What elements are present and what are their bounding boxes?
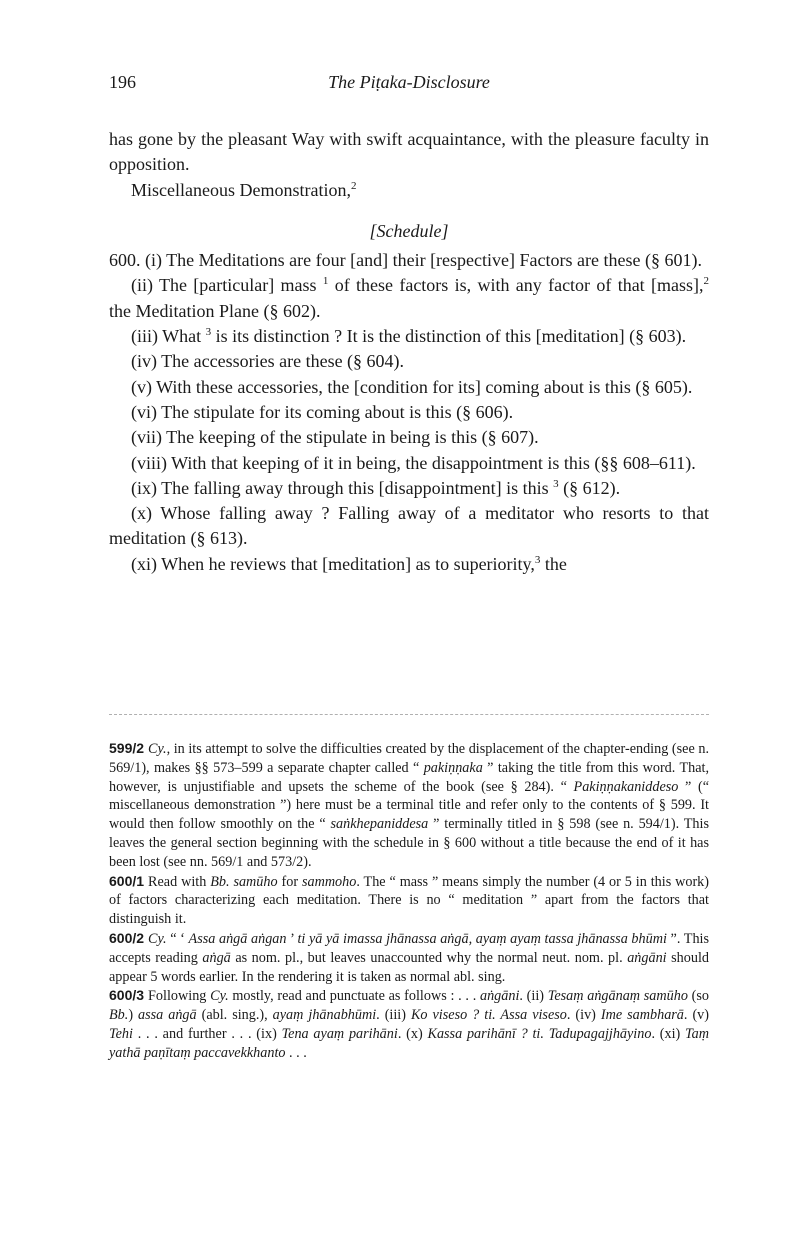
footnote [109, 872, 709, 929]
text: the [540, 553, 567, 574]
italic-text: Ko viseso ? ti. Assa viseso [410, 1007, 567, 1024]
schedule-item-600-xi [109, 552, 709, 577]
continuation-paragraph: has gone by the pleasant Way with swift acquaintance, with the pleasure faculty in opposition. [109, 129, 709, 175]
italic-text: Cy. [210, 988, 229, 1005]
text: (§ 612). [558, 477, 621, 498]
text: ’ [286, 930, 298, 947]
italic-text: aṅgā [202, 949, 231, 966]
schedule-item-600-ii [109, 273, 709, 324]
text: . (v) [683, 1007, 709, 1024]
text: (vii) The keeping of the stipulate in being is this (§ 607). [131, 427, 539, 448]
italic-text: pakiṇṇaka [423, 759, 483, 776]
text: (ii) The [particular] mass [131, 275, 323, 296]
italic-text: Tena ayaṃ parihāni [281, 1025, 398, 1042]
text: (x) Whose falling away ? Falling away of a meditator who resorts to that meditation (§ 613). [109, 503, 709, 549]
italic-text: Tesaṃ aṅgānaṃ samūho [547, 988, 688, 1005]
italic-text: ti yā yā imassa jhānassa aṅgā, ayaṃ ayaṃ tassa jhānassa bhūmi [297, 930, 667, 947]
footnote-ref: 2 [350, 179, 357, 192]
text: Read with [148, 873, 211, 890]
italic-text: Bb. samūho [210, 873, 278, 890]
schedule-item-600-vii [109, 425, 709, 450]
italic-text: aṅgāni [627, 949, 667, 966]
text: . (iv) [566, 1007, 601, 1024]
italic-text: Assa aṅgā aṅgan [188, 930, 287, 947]
text: (vi) The stipulate for its coming about is this (§ 606). [131, 401, 514, 422]
italic-text: Tehi [109, 1025, 133, 1042]
italic-text: saṅkhepaniddesa [330, 816, 429, 833]
schedule-item-600-iii [109, 324, 709, 349]
italic-text: Cy. [148, 930, 167, 947]
text: , in its attempt to solve the difficulties created by the displacement of the chapter-ending (see n. 569/1), makes §§ 573–599 a separate chapter called “ [109, 741, 709, 776]
footnote-ref: 1 [322, 275, 329, 288]
text: (viii) With that keeping of it in being, the disappointment is this (§§ 608–611). [131, 452, 696, 473]
text: mostly, read and punctuate as follows : . . . [228, 988, 480, 1005]
schedule-item-600-i [109, 248, 709, 273]
text: . (ii) [519, 988, 548, 1005]
text: . . . and further . . . (ix) [132, 1025, 282, 1042]
italic-text: Ime sambharā [600, 1007, 684, 1024]
schedule-item-600-vi [109, 400, 709, 425]
text: . The “ mass ” means simply the number (4 or 5 in this work) of factors characterizing each meditation. There is no “ meditation ” apart from the factors that distinguish it. [109, 873, 710, 928]
main-text [109, 127, 709, 577]
italic-text: assa aṅgā [138, 1007, 197, 1024]
footnote-number: 600/3 [109, 987, 145, 1004]
footnote-number: 599/2 [109, 740, 145, 756]
footnote-ref: 2 [703, 275, 709, 288]
italic-text: Bb. [109, 1007, 129, 1024]
italic-text: ayaṃ jhānabhūmi [272, 1007, 377, 1024]
schedule-title: [Schedule] [369, 220, 449, 241]
running-title: The Piṭaka-Disclosure [328, 72, 490, 92]
page-number: 196 [109, 72, 136, 92]
schedule-items [109, 248, 709, 577]
schedule-item-600-viii [109, 451, 709, 476]
footnote-ref: 3 [534, 553, 541, 566]
footnote-divider [109, 714, 709, 715]
text: 600. (i) The Meditations are four [and] their [respective] Factors are these (§ 601). [109, 250, 702, 271]
text: Following [148, 988, 211, 1005]
text: ”. This accepts reading [109, 930, 710, 966]
footnotes [109, 739, 709, 1063]
text: “ ‘ [166, 930, 189, 947]
italic-text: aṅgāni [479, 988, 520, 1005]
misc-heading-text: Miscellaneous Demonstration, [131, 179, 351, 200]
italic-text: Pakiṇṇakaniddeso [573, 778, 679, 795]
schedule-item-600-ix [109, 476, 709, 501]
footnote-number: 600/1 [109, 872, 145, 889]
text: ” terminally titled in § 598 (see n. 594/1). This leaves the general section beginning with the schedule in § 600 without a title because the end of it has been lost (see nn. 569/1 and 573/2). [109, 816, 709, 870]
text: . (xi) [651, 1025, 686, 1042]
footnote-number: 600/2 [109, 929, 145, 946]
schedule-item-600-v [109, 375, 709, 400]
italic-text: sammoho [301, 873, 357, 890]
schedule-item-600-iv [109, 349, 709, 374]
footnote [109, 739, 709, 872]
text: (v) With these accessories, the [condition for its] coming about is this (§ 605). [131, 376, 693, 397]
text: (iv) The accessories are these (§ 604). [131, 351, 405, 372]
text: of these factors is, with any factor of that [mass], [328, 275, 704, 296]
text: (so [687, 988, 710, 1005]
italic-text: Kassa parihānī ? ti. Tadupagajjhāyino [427, 1025, 652, 1042]
text: . (x) [397, 1025, 428, 1042]
text: (abl. sing.), [196, 1007, 273, 1024]
schedule-item-600-x [109, 501, 709, 552]
text: (xi) When he reviews that [meditation] as to superiority, [131, 553, 535, 574]
footnote [109, 929, 709, 986]
text: . . . [285, 1044, 307, 1061]
italic-text: Cy. [148, 741, 167, 757]
text: for [277, 873, 302, 890]
text: (ix) The falling away through this [disappointment] is this [131, 477, 554, 498]
text: the Meditation Plane (§ 602). [109, 300, 321, 321]
italic-text: Taṃ yathā paṇītaṃ paccavekkhanto [109, 1025, 709, 1061]
text: ” taking the title from this word. That, however, is unjustifiable and upsets the scheme of the book (see § 284). “ [109, 759, 709, 795]
text: . (iii) [376, 1007, 411, 1024]
text: as nom. pl., but leaves unaccounted why the normal neut. nom. pl. [230, 949, 628, 966]
text: ” (“ miscellaneous demonstration ”) here must be a terminal title and refer only to the contents of § 599. It would then follow smoothly on the “ [109, 778, 709, 833]
text: ) [128, 1007, 139, 1024]
footnote-ref: 3 [553, 477, 559, 490]
text: is its distinction ? It is the distinction of this [meditation] (§ 603). [211, 326, 687, 347]
footnote-ref: 3 [205, 326, 212, 339]
footnote [109, 986, 709, 1062]
misc-heading [109, 178, 709, 203]
text: (iii) What [131, 326, 206, 347]
page-header [109, 72, 709, 98]
text: should appear 5 words earlier. In the rendering it is taken as normal abl. sing. [109, 949, 709, 985]
